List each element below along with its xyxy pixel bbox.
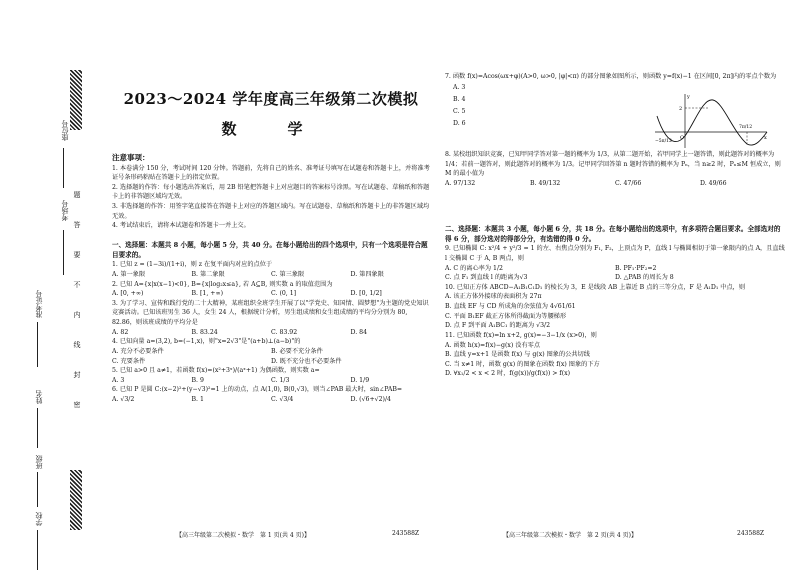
notice-item: 2. 选择题的作答：每小题选出答案后，用 2B 铅笔把答题卡上对应题目的答案标号涂黑。写在试题卷、草稿纸和答题卡上的非答题区域均无效。 — [112, 183, 430, 201]
option: B. PF₁·PF₂=2 — [615, 264, 657, 272]
option: B. 直线 y=x+1 是函数 f(x) 与 g(x) 图象的公共切线 — [445, 351, 590, 359]
seal-line — [68, 70, 86, 530]
option: B. 49/132 — [530, 179, 561, 187]
question-6-options — [112, 395, 430, 405]
cosine-curve — [657, 100, 767, 145]
question-3: 3. 为了学习、宣传和践行党的二十大精神，某班组织全班学生开展了以"学党史、知国情、圆梦想"为主题的党史知识竞赛活动。已知该班男生 36 人，女生 24 人，根据统计分析，男生组成绩和女生组成绩的平均分分别为 80, 82.86，则该班成绩的平均分是 — [112, 299, 429, 327]
question-9: 9. 已知椭圆 C: x²/4 + y²/3 = 1 的左、右焦点分别为 F₁, F₂，上顶点为 P，直线 l 与椭圆相切于第一象限内的点 A，且直线 l 交椭圆 C 于 A, B 两点，则 — [445, 245, 785, 263]
seal-char: 内 — [73, 311, 81, 319]
graph-y-label: y — [687, 94, 690, 100]
option: B. 9 — [191, 376, 204, 384]
exam-subject: 数 学 — [221, 120, 321, 138]
option: B. 直线 EF 与 CD 所成角的余弦值为 4√61/61 — [445, 303, 576, 311]
option: B. 第二象限 — [191, 271, 225, 279]
option: B. 必要不充分条件 — [271, 347, 323, 355]
seal-char: 封 — [73, 371, 81, 379]
question-1: 1. 已知 z = (1−3i)/(1+i)，则 z 在复平面内对应的点位于 — [112, 261, 273, 269]
notice-item: 3. 非选择题的作答：用签字笔直接答在答题卡上对应的答题区域内。写在试题卷、草稿纸和答题卡上的非答题区域均无效。 — [112, 203, 430, 220]
graph-x-label: x — [764, 135, 767, 141]
option: D. △PAB 的周长为 8 — [615, 274, 674, 282]
notice-item: 1. 本卷满分 150 分，考试时间 120 分钟。答题前，先将自己的姓名、准考证号填写在试题卷和答题卡上，并将准考证号条形码粘贴在答题卡上的指定位置。 — [112, 164, 430, 182]
option: D. 84 — [350, 328, 368, 336]
seal-char: 线 — [73, 341, 81, 349]
question-5-options — [112, 376, 430, 386]
option: C. 47/66 — [615, 179, 642, 187]
seal-hatch-top — [70, 70, 82, 130]
question-4-options-row2 — [112, 357, 430, 367]
class-label: 班级 — [35, 455, 43, 469]
option: A. 82 — [112, 328, 129, 336]
option: C. 点 F₁ 到直线 l 的距离为√3 — [445, 274, 528, 282]
graph-max-label: 2 — [679, 106, 683, 112]
seal-hatch-bottom — [70, 470, 82, 530]
seal-char: 密 — [73, 401, 81, 409]
option: A. √3/2 — [112, 395, 135, 403]
option: A. 97/132 — [445, 179, 476, 187]
option: A. 第一象限 — [112, 271, 146, 279]
name-label: 姓名 — [35, 390, 43, 404]
option: A. 充分不必要条件 — [112, 347, 164, 355]
page-2 — [445, 0, 785, 561]
option: D. (√6+√2)/4 — [350, 395, 391, 403]
question-4-options — [112, 347, 430, 357]
seat-number-line — [63, 148, 64, 188]
option: A. C 的离心率为 1/2 — [445, 264, 503, 272]
section-2-heading: 二、选择题：本题共 3 小题，每小题 6 分，共 18 分。在每小题给出的选项中，有多项符合题目要求。全部选对的得 6 分，部分选对的得部分分，有选错的得 0 分。 — [445, 225, 781, 244]
question-10: 10. 已知正方体 ABCD−A₁B₁C₁D₁ 的棱长为 3，E 是线段 AB 上靠近 B 点的三等分点，F 是 A₁D₁ 中点，则 — [445, 283, 746, 291]
option: D. 1/9 — [350, 376, 370, 384]
question-7: 7. 函数 f(x)=Acos(ωx+φ)(A>0, ω>0, |φ|<π) 的部分图象如图所示，则函数 y=f(x)−1 在区间[0, 2π]内的零点个数为 — [445, 73, 777, 80]
school-label: 学校 — [35, 512, 43, 526]
seat-number-label: 座位号 — [61, 120, 69, 141]
seal-char: 要 — [73, 251, 81, 259]
exam-room-line — [63, 230, 64, 275]
option: C. 第三象限 — [271, 271, 305, 279]
name-line — [37, 408, 38, 448]
option: B. [1, +∞) — [191, 290, 224, 298]
notice-block — [112, 152, 430, 231]
question-8-options — [445, 179, 785, 189]
section-1-heading: 一、选择题：本题共 8 小题，每小题 5 分，共 40 分。在每小题给出的四个选项中，只有一个选项是符合题目要求的。 — [112, 241, 428, 260]
ticket-number-line — [37, 322, 38, 367]
graph-origin-label: O — [680, 135, 685, 141]
option: D. 49/66 — [700, 179, 727, 187]
option: D. 点 F 到平面 A₁BC₁ 的距离为 √3/2 — [445, 322, 551, 330]
section-2-block — [445, 224, 785, 379]
question-5: 5. 已知 a>0 且 a≠1，若函数 f(x)=(x²+3ˣ)/(aˣ+1) 为偶函数，则实数 a= — [112, 367, 320, 375]
option: A. 该正方体外接球的表面积为 27π — [445, 293, 542, 301]
option: C. 充要条件 — [112, 357, 146, 365]
question-2-options — [112, 289, 430, 299]
exam-title: 2023～2024 学年度高三年级第二次模拟 — [123, 90, 419, 108]
notice-item: 4. 考试结束后，请将本试题卷和答题卡一并上交。 — [112, 222, 250, 230]
school-line — [37, 530, 38, 570]
question-8-block — [445, 150, 785, 188]
option: D. 6 — [453, 119, 466, 127]
class-line — [37, 472, 38, 507]
option: C. √3/4 — [271, 395, 294, 403]
option: A. 3 — [112, 376, 125, 384]
page-2-footer: 【高三年级第二次模拟・数学 第 2 页(共 4 页)】 — [503, 532, 637, 539]
option: A. 函数 h(x)=f(x)−g(x) 没有零点 — [445, 341, 541, 349]
question-9-options-row2 — [445, 273, 785, 283]
question-9-options — [445, 264, 785, 274]
graph-right-label: 7π/12 — [739, 125, 753, 130]
notice-title: 注意事项： — [112, 153, 150, 162]
option: C. 83.92 — [271, 328, 298, 336]
page-1-footer: 【高三年级第二次模拟・数学 第 1 页(共 4 页)】 — [176, 532, 310, 539]
option: C. 平面 B₁EF 截正方体所得截面为等腰梯形 — [445, 312, 567, 320]
cosine-graph — [651, 92, 771, 150]
seal-char: 不 — [73, 281, 81, 289]
option: D. 既不充分也不必要条件 — [271, 357, 342, 365]
seal-char: 题 — [73, 191, 81, 199]
option: D. ∀x₁/2 < x < 2 时，f(g(x))/g(f(x)) > f(x) — [445, 370, 571, 378]
option: C. 5 — [453, 107, 466, 115]
option: B. 83.24 — [191, 328, 218, 336]
page-1 — [112, 0, 430, 561]
section-1-block — [112, 240, 430, 405]
option: B. 4 — [453, 95, 466, 103]
question-6: 6. 已知 P 是圆 C:(x−2)²+(y−√3)²=1 上的动点，点 A(1,0), B(0,√3)，则当∠PAB 最大时，sin∠PAB= — [112, 386, 403, 394]
option: C. 当 x≠1 时，函数 g(x) 的图象在函数 f(x) 图象的下方 — [445, 360, 600, 368]
graph-left-zero-label: −5π/12 — [655, 139, 672, 144]
seal-char: 答 — [73, 221, 81, 229]
page-1-code: 243588Z — [392, 530, 420, 537]
ticket-number-label: 准考证号 — [35, 290, 43, 318]
option: B. 1 — [191, 395, 204, 403]
question-4: 4. 已知向量 a=(3,2), b=(−1,x)，则"x=2√3"是"(a+b)⊥(a−b)"的 — [112, 338, 301, 346]
option: C. (0, 1] — [271, 290, 297, 298]
question-3-options — [112, 328, 430, 338]
option: A. 3 — [453, 83, 466, 91]
option: A. [0, +∞) — [112, 290, 144, 298]
option: D. [0, 1/2] — [350, 290, 382, 298]
question-11: 11. 已知函数 f(x)=ln x+2, g(x)=−3−1/x (x>0)，则 — [445, 331, 597, 339]
option: D. 第四象限 — [350, 271, 384, 279]
question-2: 2. 已知 A={x|x(x−1)<0}, B={x|log₂x≤a}, 若 A⊆B, 则实数 a 的取值范围为 — [112, 280, 333, 288]
question-8: 8. 某校组织知识竞赛，已知甲同学答对第一题的概率为 1/3，从第二题开始，若甲同学上一题答错，则此题答对的概率为 1/4；若前一题答对，则此题答对的概率为 1/3。记甲同学回答第 n 题时答错的概率为 Pₙ，当 n≥2 时，Pₙ≤M 恒成立，则 M 的最小值为 — [445, 151, 781, 178]
page-2-code: 243588Z — [737, 530, 765, 537]
option: C. 1/3 — [271, 376, 290, 384]
exam-room-label: 考场号 — [61, 200, 69, 221]
question-1-options — [112, 270, 430, 280]
